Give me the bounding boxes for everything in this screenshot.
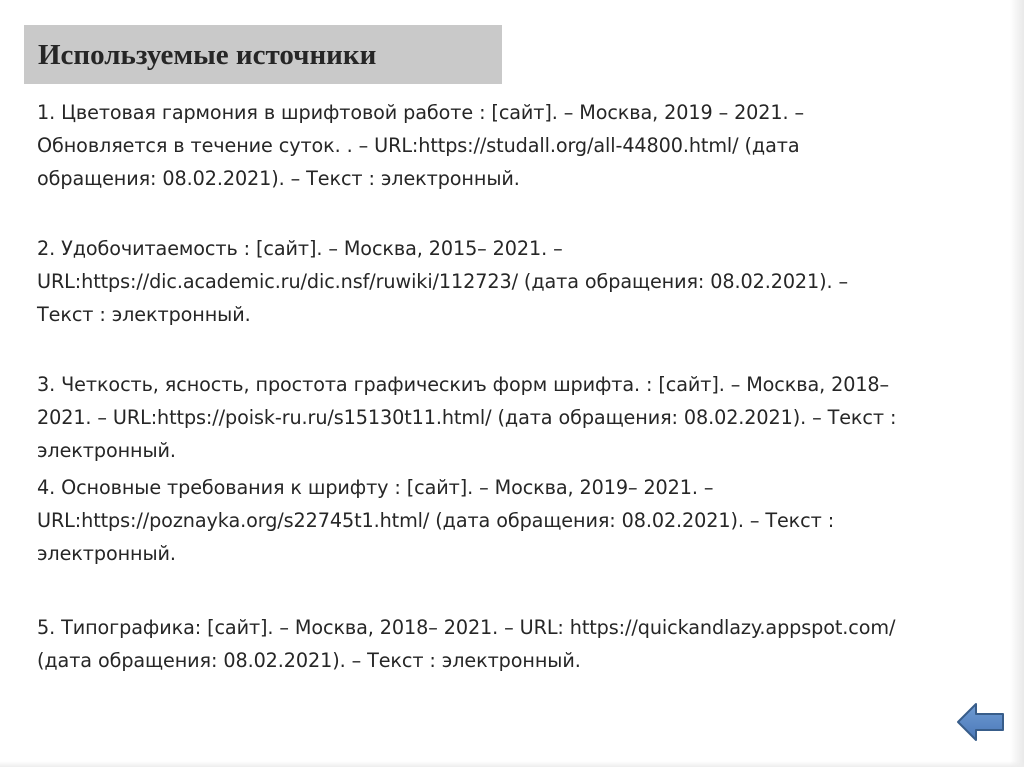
source-item-5 [37, 611, 997, 677]
source-line: 5. Типографика: [сайт]. – Москва, 2018– 2021. – URL: https://quickandlazy.appspot.com/ [37, 616, 896, 639]
source-line: Текст : электронный. [37, 303, 251, 326]
source-line: 2. Удобочитаемость : [сайт]. – Москва, 2015– 2021. – [37, 237, 563, 260]
source-item-3 [37, 368, 997, 467]
source-item-4 [37, 471, 997, 570]
source-line: URL:https://dic.academic.ru/dic.nsf/ruwiki/112723/ (дата обращения: 08.02.2021). – [37, 270, 849, 293]
source-line: 1. Цветовая гармония в шрифтовой работе : [сайт]. – Москва, 2019 – 2021. – [37, 101, 804, 124]
source-line: 4. Основные требования к шрифту : [сайт]. – Москва, 2019– 2021. – [37, 476, 714, 499]
source-line: URL:https://poznayka.org/s22745t1.html/ (дата обращения: 08.02.2021). – Текст : [37, 509, 835, 532]
right-edge-shadow [1010, 0, 1024, 767]
source-line: обращения: 08.02.2021). – Текст : электронный. [37, 167, 520, 190]
source-line: (дата обращения: 08.02.2021). – Текст : электронный. [37, 649, 581, 672]
source-item-1 [37, 96, 997, 195]
source-line: Обновляется в течение суток. . – URL:https://studall.org/all-44800.html/ (дата [37, 134, 800, 157]
source-line: 3. Четкость, ясность, простота графическиъ форм шрифта. : [сайт]. – Москва, 2018– [37, 373, 890, 396]
page-title: Используемые источники [38, 39, 377, 71]
source-line: 2021. – URL:https://poisk-ru.ru/s15130t11.html/ (дата обращения: 08.02.2021). – Текст : [37, 406, 897, 429]
source-item-2 [37, 232, 997, 331]
source-line: электронный. [37, 542, 176, 565]
back-button[interactable] [956, 700, 1006, 744]
bottom-edge-shadow [0, 761, 1024, 767]
arrow-left-icon [956, 700, 1006, 744]
source-line: электронный. [37, 439, 176, 462]
